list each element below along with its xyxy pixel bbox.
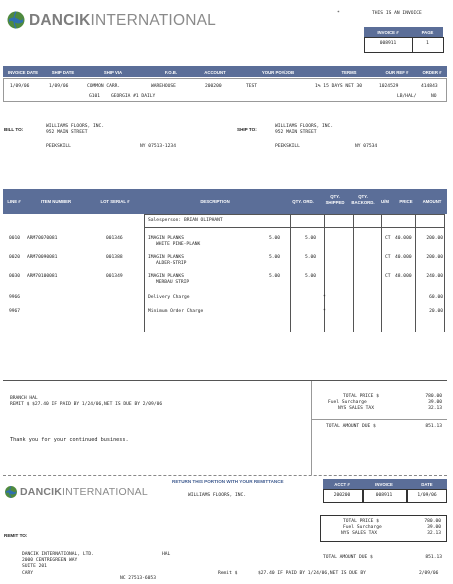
account: 200200 [205,84,222,89]
page-label: PAGE [421,30,434,35]
description-line2: MERBAU STRIP [156,280,190,285]
col-terms: TERMS [341,69,357,75]
stub-company-name-rest: INTERNATIONAL [62,486,148,498]
invoice-number: 008911 [379,41,397,46]
line-items-header [3,189,447,214]
qty-shipped: 5.00 [305,255,317,260]
total-price-label: TOTAL PRICE $ [343,394,379,399]
page-number: 1 [426,41,429,46]
stub-company-name-bold: DANCIK [20,486,63,498]
return-note: RETURN THIS PORTION WITH YOUR REMITTANCE [172,479,284,484]
item-number: ARM70090081 [27,255,58,260]
remit-to-address [22,552,222,582]
line-number: 9966 [9,295,21,300]
order-number: 414843 [421,84,438,89]
item-number: ARM70100081 [27,274,58,279]
stub-total-due-label: TOTAL AMOUNT DUE $ [323,555,373,560]
company-name-rest: INTERNATIONAL [90,12,216,29]
col-line: LINE # [7,199,21,204]
stub-invoice-label: INVOICE [375,482,393,487]
line-number: 0010 [9,236,21,241]
col-qty-shipped [321,194,349,205]
total-due-value: 851.13 [425,424,442,429]
invoice-date: 1/09/06 [10,84,30,89]
stub-fuel-surcharge-label: Fuel Surcharge [343,525,382,530]
col-account: ACCOUNT [204,69,226,75]
line-number: 0020 [9,255,21,260]
unit-of-measure: CT [385,255,391,260]
ship-to-name: WILLIAMS FLOORS, INC. [275,124,334,129]
item-number: ARM70070081 [27,236,58,241]
terms: 1% 15 DAYS NET 30 [315,84,363,89]
unit-of-measure: CT [385,236,391,241]
amount: 60.00 [429,295,443,300]
total-price-value: 780.00 [425,394,442,399]
stub-totals-box [320,515,447,542]
globe-logo-icon [6,10,26,30]
route-order2: NO [431,94,437,99]
fuel-surcharge-label: Fuel Surcharge [328,400,367,405]
invoice-box [364,27,443,53]
table-row [3,272,447,286]
bill-to-name: WILLIAMS FLOORS, INC. [46,124,105,129]
description-line1: IMAGIN PLANKS [148,255,184,260]
stub-sales-tax-value: 32.13 [427,531,441,536]
sales-tax-value: 32.13 [428,406,442,411]
lot-serial: 001346 [106,236,123,241]
col-price: PRICE [399,199,413,204]
salesperson: Salesperson: BRIAN OLIPHANT [148,218,223,223]
charge-marker: * [323,295,326,300]
lot-serial: 001388 [106,255,123,260]
col-amount: AMOUNT [422,199,442,204]
stub-total-due-value: 851.13 [425,555,442,560]
col-invoice-date: INVOICE DATE [7,69,39,75]
stub-sales-tax-label: NYS SALES TAX [341,531,377,536]
description-line2: WHITE PINE-PLANK [156,242,201,247]
ship-date: 1/09/06 [49,84,69,89]
fuel-surcharge-value: 39.00 [428,400,442,405]
remit-to-suite: SUITE 201 [22,564,47,569]
col-po-job: YOUR PO#/JOB [261,69,295,75]
company-name-bold: DANCIK [29,12,91,29]
branch: BRANCH HAL [10,396,38,401]
charge-description: Minimum Order Charge [148,309,204,314]
bill-to-label: BILL TO: [4,127,24,132]
bill-to-city: PEEKSKILL [46,144,71,149]
ship-via: COMMON CARR. [87,84,121,89]
line-number: 0030 [9,274,21,279]
amount: 200.00 [426,255,443,260]
invoice-box-header [364,27,443,37]
invoice-header-row [3,78,447,102]
stub-date: 1/09/06 [417,493,437,498]
totals-block [326,394,444,416]
route-misc: LB/HAL/ [397,94,417,99]
col-lot-serial: LOT SERIAL # [100,199,130,204]
ship-to-block [237,124,447,154]
remit-to-state-zip: NC 27513-6053 [120,576,156,581]
route-desc: GEORGIA #1 DAILY [111,94,156,99]
line-number: 9967 [9,309,21,314]
stub-box-header [323,479,447,489]
invoice-notice: THIS IS AN INVOICE [372,11,422,16]
remit-to-city: CARY [22,571,34,576]
po-job: TEST [246,84,258,89]
invoice-header-bar [3,66,447,77]
line-items-body [3,214,447,380]
stub-date-label: DATE [421,482,433,487]
our-ref: 1024529 [379,84,399,89]
company-logo [6,9,216,33]
col-ship-date: SHIP DATE [51,69,75,75]
col-um: U/M [381,199,389,204]
col-our-ref: OUR REF # [385,69,409,75]
table-row [3,294,447,304]
amount: 20.00 [429,309,443,314]
stub-acct-label: ACCT # [334,482,350,487]
thank-you-note: Thank you for your continued business. [10,437,129,443]
table-row [3,234,447,248]
description-line2: ALDER-STRIP [156,261,187,266]
stub-logo [4,484,164,504]
stub-acct: 200200 [333,493,351,498]
remit-to-label: REMIT TO: [4,533,28,538]
description-line1: IMAGIN PLANKS [148,236,184,241]
description-line1: IMAGIN PLANKS [148,274,184,279]
unit-of-measure: CT [385,274,391,279]
col-qty-ord: QTY. ORD. [292,199,314,204]
invoice-number-label: INVOICE # [377,30,399,35]
col-ship-via: SHIP VIA [103,69,123,75]
price: 40.000 [395,236,412,241]
stub-fuel-surcharge-value: 39.00 [427,525,441,530]
remit-to-street: 2000 CENTREGREEN WAY [22,558,78,563]
charge-description: Delivery Charge [148,295,190,300]
amount: 200.00 [426,236,443,241]
qty-shipped: 5.00 [305,236,317,241]
stub-total-price-value: 780.00 [424,519,441,524]
table-row [3,308,447,318]
price: 48.000 [395,274,412,279]
stub-total-price-label: TOTAL PRICE $ [343,519,379,524]
bill-to-block [4,124,204,154]
bill-to-street: 952 MAIN STREET [46,130,88,135]
stub-invoice: 008911 [375,493,393,498]
col-description: DESCRIPTION [200,199,230,204]
col-fob: F.O.B. [164,69,178,75]
bill-to-state-zip: NY 07513-1234 [140,144,176,149]
charge-marker: * [323,309,326,314]
price: 40.000 [395,255,412,260]
ship-to-label: SHIP TO: [237,127,257,132]
remit-to-name: DANCIK INTERNATIONAL, LTD. [22,552,94,557]
stub-remit-left: Remit $ [218,571,238,576]
qty-ordered: 5.00 [269,255,281,260]
total-due-label: TOTAL AMOUNT DUE $ [326,424,376,429]
stub-remit-date: 2/09/06 [419,571,439,576]
col-order: ORDER # [422,69,442,75]
remit-terms: REMIT $ $27.40 IF PAID BY 1/24/06,NET IS DUE BY 2/09/06 [10,402,163,407]
return-customer-name: WILLIAMS FLOORS, INC. [188,493,247,498]
ship-to-city: PEEKSKILL [275,144,300,149]
col-qty-backord [351,194,375,205]
remit-to-code: HAL [162,552,171,557]
sales-tax-label: NYS SALES TAX [338,406,374,411]
stub-remit-terms: $27.40 IF PAID BY 1/24/06,NET IS DUE BY [258,571,366,576]
stub-invoice-box [323,479,447,503]
globe-logo-icon [4,485,18,499]
route-code: G101 [89,94,101,99]
ship-to-state-zip: NY 07534 [355,144,378,149]
doc-star: * [337,11,340,16]
fob: WAREHOUSE [151,84,176,89]
table-row [3,253,447,267]
col-item-number: ITEM NUMBER [40,199,72,204]
amount: 240.00 [426,274,443,279]
col-qty-backord-label: QTY. BACKORD. [351,194,375,205]
qty-shipped: 5.00 [305,274,317,279]
qty-ordered: 5.00 [269,236,281,241]
ship-to-street: 952 MAIN STREET [275,130,317,135]
lot-serial: 001349 [106,274,123,279]
qty-ordered: 5.00 [269,274,281,279]
col-qty-shipped-label: QTY. SHIPPED [325,194,345,205]
